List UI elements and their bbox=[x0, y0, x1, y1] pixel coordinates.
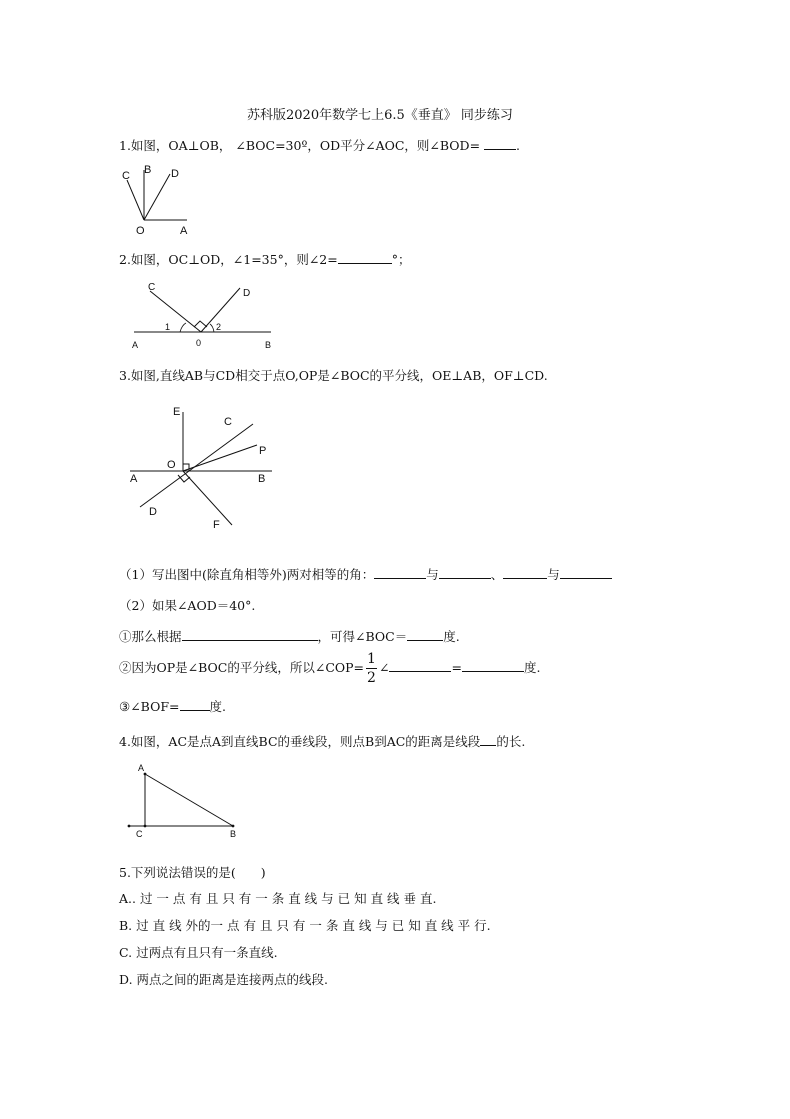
q3-step2-blank-angle bbox=[389, 659, 451, 672]
q2-end: °； bbox=[391, 252, 411, 267]
q3-step1-prefix: ①那么根据 bbox=[119, 629, 182, 644]
q2-figure bbox=[128, 280, 278, 352]
q4-end: 的长. bbox=[496, 734, 526, 749]
q3-label-e: E bbox=[173, 406, 181, 418]
q1-label-d: D bbox=[171, 168, 179, 180]
q3-label-o: O bbox=[167, 459, 176, 471]
q3-step2-angle-sign: ∠ bbox=[378, 660, 390, 675]
q2-stem: 2.如图，OC⊥OD，∠1=35°，则∠2= bbox=[119, 252, 338, 267]
q3-part1-and-1: 与 bbox=[426, 567, 439, 582]
q2-label-d: D bbox=[243, 288, 251, 299]
q3-step1-blank-value bbox=[407, 628, 443, 641]
q2-label-b: B bbox=[265, 340, 272, 350]
q3-step2-unit: 度. bbox=[523, 660, 541, 675]
q3-part1-prompt: （1）写出图中(除直角相等外)两对相等的角： bbox=[119, 567, 375, 582]
q1-text bbox=[119, 136, 520, 154]
q3-label-f: F bbox=[213, 519, 220, 531]
q2-label-1: 1 bbox=[165, 322, 171, 332]
q2-label-o: 0 bbox=[196, 338, 202, 348]
q4-answer-blank bbox=[480, 733, 496, 746]
q1-label-b: B bbox=[144, 164, 152, 176]
q3-step2 bbox=[119, 652, 540, 685]
fraction-denominator: 2 bbox=[367, 670, 376, 686]
q3-step3-unit: 度. bbox=[209, 699, 226, 714]
q3-step1-middle: ，可得∠BOC＝ bbox=[317, 629, 408, 644]
q5-option-c: C. 过两点有且只有一条直线. bbox=[119, 945, 278, 960]
q3-step3 bbox=[119, 697, 226, 715]
q1-label-a: A bbox=[180, 225, 188, 237]
q5-stem: 5.下列说法错误的是( ) bbox=[119, 865, 266, 880]
q4-figure bbox=[125, 762, 245, 842]
q3-part2: （2）如果∠AOD＝40°. bbox=[119, 598, 256, 613]
q3-part1-separator: 、 bbox=[490, 567, 504, 582]
page-title: 苏科版2020年数学七上6.5《垂直》 同步练习 bbox=[247, 108, 513, 123]
q4-label-c: C bbox=[136, 829, 143, 839]
fraction-numerator: 1 bbox=[367, 651, 376, 667]
q1-answer-blank bbox=[484, 137, 516, 150]
q3-label-a: A bbox=[130, 473, 138, 485]
q4-stem: 4.如图，AC是点A到直线BC的垂线段，则点B到AC的距离是线段 bbox=[119, 734, 481, 749]
q4-label-b: B bbox=[230, 829, 237, 839]
q4-text bbox=[119, 732, 525, 750]
q3-label-p: P bbox=[259, 445, 267, 457]
q2-text bbox=[119, 250, 411, 268]
q3-part1-blank-4 bbox=[560, 566, 612, 579]
q3-label-c: C bbox=[224, 416, 232, 428]
q3-figure bbox=[125, 402, 275, 532]
q1-stem: 1.如图，OA⊥OB， ∠BOC=30º，OD平分∠AOC，则∠BOD= bbox=[119, 138, 485, 153]
q2-label-c: C bbox=[148, 282, 156, 293]
q3-step1 bbox=[119, 627, 460, 645]
q3-part1 bbox=[119, 565, 612, 583]
one-half-fraction bbox=[366, 652, 377, 685]
q2-answer-blank bbox=[338, 251, 392, 264]
q3-text: 3.如图,直线AB与CD相交于点O,OP是∠BOC的平分线，OE⊥AB，OF⊥CD. bbox=[119, 368, 548, 383]
q3-step3-prefix: ③∠BOF= bbox=[119, 699, 180, 714]
q3-step2-equals: = bbox=[451, 660, 462, 675]
q3-label-d: D bbox=[149, 506, 157, 518]
q1-label-c: C bbox=[122, 170, 130, 182]
q3-step2-blank-value bbox=[462, 659, 524, 672]
q1-label-o: O bbox=[136, 225, 145, 237]
q3-step1-blank-reason bbox=[182, 628, 318, 641]
q3-step1-unit: 度. bbox=[443, 629, 460, 644]
q3-part1-blank-1 bbox=[374, 566, 426, 579]
q3-step3-blank bbox=[180, 698, 210, 711]
q5-option-a: A.. 过 一 点 有 且 只 有 一 条 直 线 与 已 知 直 线 垂 直. bbox=[119, 891, 437, 906]
q4-label-a: A bbox=[138, 763, 145, 773]
q1-figure bbox=[115, 160, 195, 238]
q3-part1-and-2: 与 bbox=[547, 567, 560, 582]
q5-option-b: B. 过 直 线 外的一 点 有 且 只 有 一 条 直 线 与 已 知 直 线 平 行. bbox=[119, 918, 491, 933]
q3-label-b: B bbox=[258, 473, 266, 485]
q2-label-a: A bbox=[132, 340, 139, 350]
q2-label-2: 2 bbox=[216, 322, 222, 332]
q3-part1-blank-2 bbox=[439, 566, 491, 579]
q1-end: . bbox=[516, 138, 520, 153]
q5-option-d: D. 两点之间的距离是连接两点的线段. bbox=[119, 972, 328, 987]
q3-part1-blank-3 bbox=[503, 566, 547, 579]
q3-step2-prefix: ②因为OP是∠BOC的平分线，所以∠COP= bbox=[119, 660, 365, 675]
